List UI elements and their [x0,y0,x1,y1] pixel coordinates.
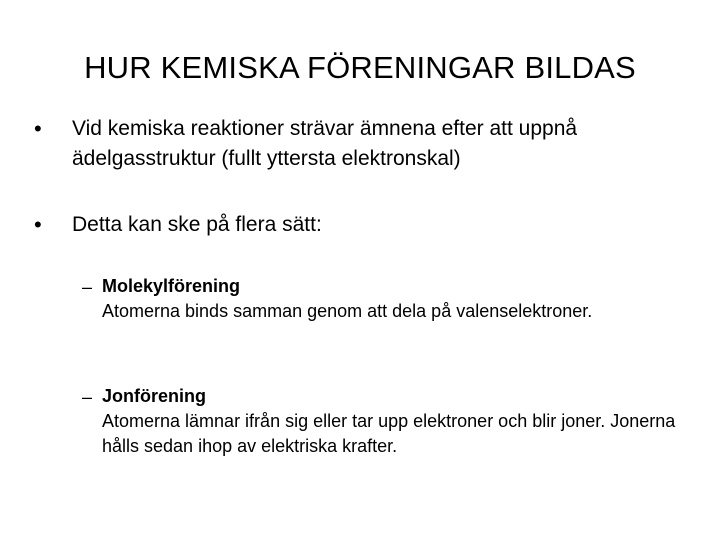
sub-bullet-item [82,384,682,464]
bullet-text: Vid kemiska reaktioner strävar ämnena efter att uppnå ädelgasstruktur (fullt yttersta elektronskal) [72,117,578,170]
bullet-marker: • [34,212,42,237]
sub-bullet-description: Atomerna binds samman genom att dela på valenselektroner. [102,301,593,321]
sub-bullet-marker: – [82,277,93,297]
bullet-text: Detta kan ske på flera sätt: [72,213,322,236]
sub-bullet-item [82,274,682,354]
sub-bullet-marker: – [82,387,93,407]
sub-bullet-description: Atomerna lämnar ifrån sig eller tar upp elektroner och blir joner. Jonerna hålls sedan ihop av elektriska krafter. [102,411,676,456]
sub-bullet-body [102,384,682,459]
sub-bullet-heading: Molekylförening [102,276,241,296]
sub-bullet-body [102,274,682,324]
slide-title: HUR KEMISKA FÖRENINGAR BILDAS [84,50,636,85]
bullet-item [34,114,674,176]
sub-bullet-heading: Jonförening [102,386,206,406]
bullet-marker: • [34,116,42,141]
bullet-item [34,210,674,242]
